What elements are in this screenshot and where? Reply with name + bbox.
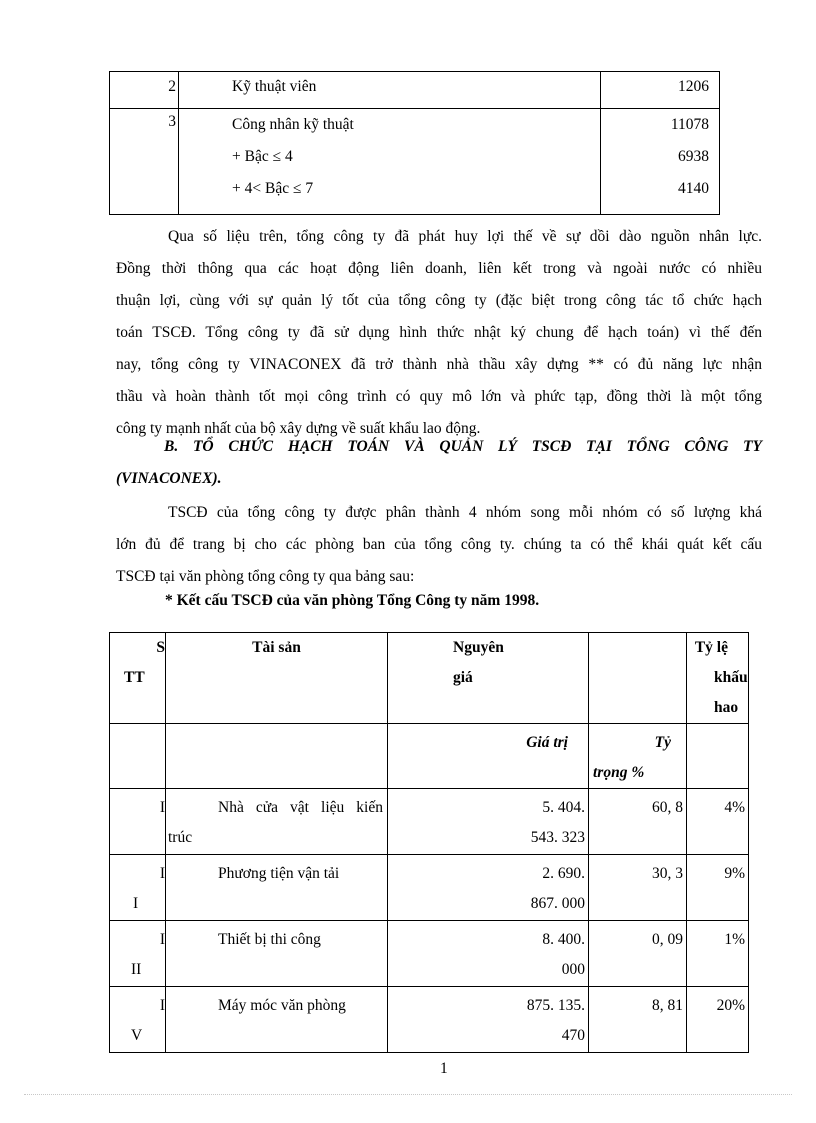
asset-proportion: 60, 8 (589, 789, 687, 855)
asset-value: 2. 690. 867. 000 (388, 855, 589, 921)
page-bottom-divider (24, 1094, 792, 1095)
page-number: 1 (440, 1060, 448, 1077)
subheader-value: Giá trị (388, 724, 589, 789)
asset-value: 8. 400. 000 (388, 921, 589, 987)
table-subheader-row (110, 724, 749, 789)
asset-name: Nhà cửa vật liệu kiến trúc (166, 789, 388, 855)
header-tt: S TT (110, 633, 166, 724)
staff-category: Kỹ thuật viên (179, 72, 601, 109)
body-paragraph-line: thầu và hoàn thành tốt mọi công trình có quy mô lớn và phức tạp, đồng thời là một tổng (116, 388, 762, 405)
body-paragraph-line: nay, tổng công ty VINACONEX đã trở thành nhà thầu xây dựng ** có đủ năng lực nhận (116, 356, 762, 373)
fixed-asset-table (109, 632, 749, 1053)
row-number: I I (110, 855, 166, 921)
table-caption: * Kết cấu TSCĐ của văn phòng Tổng Công ty năm 1998. (165, 592, 540, 609)
header-original-value: Nguyên giá (388, 633, 589, 724)
table-row (110, 921, 749, 987)
table-row (110, 987, 749, 1053)
body-paragraph-line: Qua số liệu trên, tổng công ty đã phát huy lợi thế về sự dồi dào nguồn nhân lực. (168, 228, 762, 245)
body-paragraph-line: thuận lợi, cùng với sự quản lý tốt của tổng công ty (đặc biệt trong công tác tổ chức hạch (116, 292, 762, 309)
table-header-row (110, 633, 749, 724)
staff-count: 11078 6938 4140 (601, 109, 720, 215)
row-number: I V (110, 987, 166, 1053)
row-number: 3 (110, 109, 179, 215)
body-paragraph-line: công ty mạnh nhất của bộ xây dựng về suất khẩu lao động. (116, 420, 481, 437)
body-paragraph-line: lớn đủ để trang bị cho các phòng ban của tổng công ty. chúng ta có thể khái quát kết cấu (116, 536, 762, 553)
staff-count: 1206 (601, 72, 720, 109)
section-heading: (VINACONEX). (116, 470, 222, 487)
row-number: I II (110, 921, 166, 987)
asset-proportion: 0, 09 (589, 921, 687, 987)
depreciation-rate: 1% (687, 921, 749, 987)
depreciation-rate: 9% (687, 855, 749, 921)
section-heading: B. TỔ CHỨC HẠCH TOÁN VÀ QUẢN LÝ TSCĐ TẠI TỔNG CÔNG TY (164, 438, 762, 455)
header-asset: Tài sản (166, 633, 388, 724)
row-number: I (110, 789, 166, 855)
asset-name: Thiết bị thi công (166, 921, 388, 987)
asset-name: Phương tiện vận tải (166, 855, 388, 921)
asset-value: 5. 404. 543. 323 (388, 789, 589, 855)
depreciation-rate: 20% (687, 987, 749, 1053)
staff-table (109, 71, 720, 215)
table-row (110, 789, 749, 855)
depreciation-rate: 4% (687, 789, 749, 855)
asset-proportion: 8, 81 (589, 987, 687, 1053)
header-depreciation: Tỷ lệ khấu hao (687, 633, 749, 724)
body-paragraph-line: TSCĐ tại văn phòng tổng công ty qua bảng sau: (116, 568, 415, 585)
asset-name: Máy móc văn phòng (166, 987, 388, 1053)
body-paragraph-line: toán TSCĐ. Tổng công ty đã sử dụng hình thức nhật ký chung để hạch toán) vì thế đến (116, 324, 762, 341)
body-paragraph-line: Đồng thời thông qua các hoạt động liên doanh, liên kết trong và ngoài nước có nhiều (116, 260, 762, 277)
table-row (110, 72, 720, 109)
header-blank (589, 633, 687, 724)
table-row (110, 109, 720, 215)
staff-category: Công nhân kỹ thuật + Bậc ≤ 4 + 4< Bậc ≤ 7 (179, 109, 601, 215)
table-row (110, 855, 749, 921)
row-number: 2 (110, 72, 179, 109)
body-paragraph-line: TSCĐ của tổng công ty được phân thành 4 nhóm song mỗi nhóm có số lượng khá (168, 504, 762, 521)
asset-proportion: 30, 3 (589, 855, 687, 921)
subheader-proportion: Tỷ trọng % (589, 724, 687, 789)
asset-value: 875. 135. 470 (388, 987, 589, 1053)
